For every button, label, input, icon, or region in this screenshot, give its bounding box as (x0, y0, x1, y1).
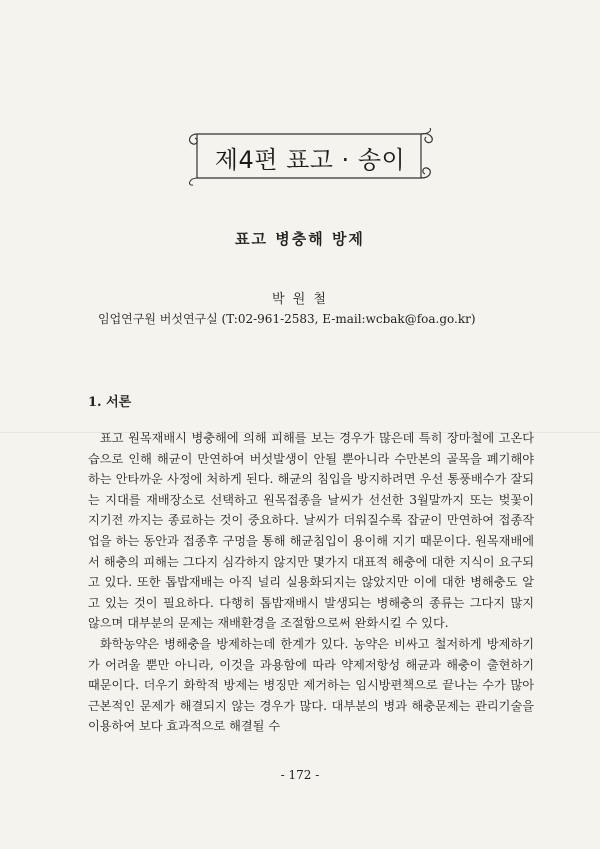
scroll-banner (185, 128, 435, 186)
author-affiliation: 임업연구원 버섯연구실 (T:02-961-2583, E-mail:wcbak@foa.go.kr) (98, 312, 476, 326)
article-title: 표고 병충해 방제 (235, 230, 365, 248)
paragraph: 화학농약은 병해충을 방제하는데 한계가 있다. 농약은 비싸고 철저하게 방제하기가 어려울 뿐만 아니라, 이것을 과용함에 따라 약제저항성 해균과 해충이 출현하기 때문이다. 더우기 화학적 방제는 병징만 제거하는 임시방편책으로 끝나는 수가 많아 근본적인 문제가 해결되지 않는 경우가 많다. 대부분의 병과 해충문제는 관리기술을 이용하여 보다 효과적으로 해결될 수 (88, 636, 534, 734)
body-text (88, 428, 534, 737)
section-banner-title: 제4편 표고 · 송이 (214, 146, 406, 174)
page-number: - 172 - (280, 768, 320, 782)
section-heading: 1. 서론 (88, 395, 132, 410)
author-name: 박 원 철 (272, 292, 328, 307)
paragraph: 표고 원목재배시 병충해에 의해 피해를 보는 경우가 많은데 특히 장마철에 고온다습으로 인해 해균이 만연하여 버섯발생이 안될 뿐아니라 수만본의 골목을 폐기해야하는 안타까운 사정에 처하게 된다. 해균의 침입을 방지하려면 우선 통풍배수가 잘되는 지대를 재배장소로 선택하고 원목접종을 날씨가 선선한 3월말까지 또는 벚꽃이 지기전 까지는 종료하는 것이 중요하다. 날씨가 더워질수록 잡균이 만연하여 접종작업을 하는 동안과 접종후 구멍을 통해 해균침입이 용이해 지기 때문이다. 원목재배에서 해충의 피해는 그다지 심각하지 않지만 몇가지 대표적 해충에 대한 지식이 요구되고 있다. 또한 톱밥재배는 아직 널리 실용화되지는 않았지만 이에 대한 병해충도 알고 있는 것이 필요하다. 다행히 톱밥재배시 발생되는 병해충의 종류는 그다지 많지 않으며 대부분의 문제는 재배환경을 조절함으로써 완화시킬 수 있다. (88, 431, 534, 631)
